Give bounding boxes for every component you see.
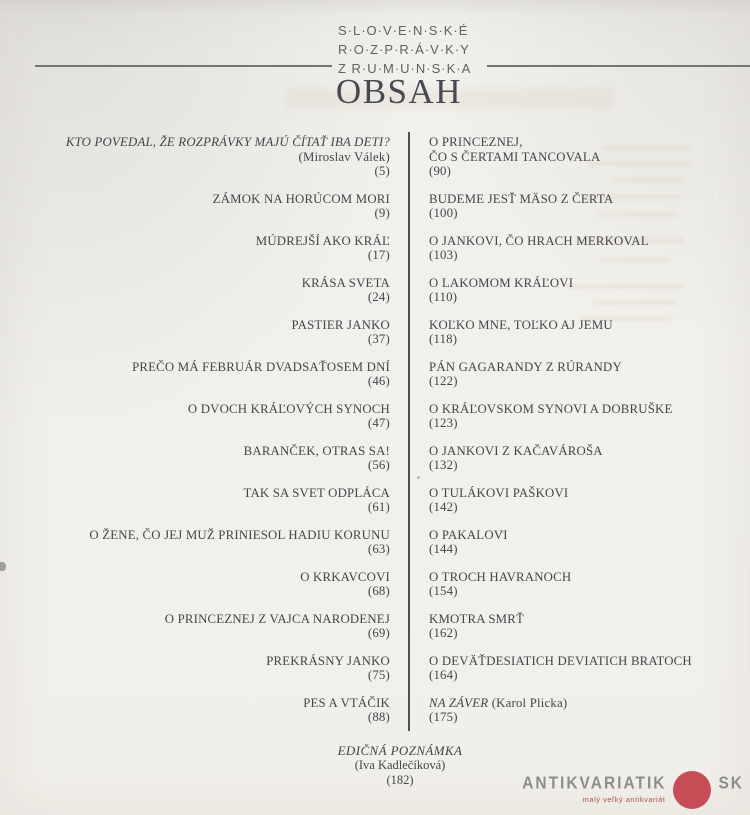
- toc-entry-title: [429, 696, 716, 711]
- toc-entry-author: (Karol Plicka): [488, 695, 568, 710]
- toc-cell-right: [429, 318, 716, 347]
- toc-entry-title: O LAKOMOM KRÁĽOVI: [429, 275, 574, 290]
- toc-cell-right: [429, 486, 716, 515]
- toc-entry-title: O PRINCEZNEJ Z VAJCA NARODENEJ: [164, 611, 390, 626]
- toc-cell-right: [429, 654, 716, 683]
- scan-speck: [500, 531, 504, 533]
- toc-entry-title: KRÁSA SVETA: [301, 275, 390, 290]
- toc-cell-left: [40, 402, 390, 431]
- antikvariatik-logo: [522, 771, 744, 809]
- toc-entry-title: BUDEME JESŤ MÄSO Z ČERTA: [429, 191, 614, 206]
- edition-note-title: EDIČNÁ POZNÁMKA: [337, 743, 463, 758]
- toc-cell-left: [40, 192, 390, 221]
- toc-entry-title: MÚDREJŠÍ AKO KRÁĽ: [255, 233, 390, 248]
- toc-row: [40, 696, 716, 725]
- toc-entry-title: O DEVÄŤDESIATICH DEVIATICH BRATOCH: [429, 653, 692, 668]
- toc-row: [40, 360, 716, 389]
- toc-cell-left: [40, 570, 390, 599]
- logo-text-column: [522, 771, 666, 804]
- toc-entry-page: (5): [374, 164, 390, 178]
- toc-entry-page: (132): [429, 458, 458, 472]
- scan-speck: [0, 562, 6, 571]
- toc-cell-right: [429, 570, 716, 599]
- toc-entry-title: KTO POVEDAL, ŽE ROZPRÁVKY MAJÚ ČÍTAŤ IBA DETI?: [65, 135, 390, 149]
- toc-row: [40, 135, 716, 179]
- toc-entry-page: (103): [429, 248, 458, 262]
- toc-entry-page: (68): [367, 584, 390, 598]
- toc-row: [40, 444, 716, 473]
- toc-entry-title: O TULÁKOVI PAŠKOVI: [429, 485, 569, 500]
- toc-entry-title: O JANKOVI, ČO HRACH MERKOVAL: [429, 233, 649, 248]
- toc-cell-left: [40, 360, 390, 389]
- toc-entry-title: PES A VTÁČIK: [303, 695, 390, 710]
- toc-entry-page: (9): [374, 206, 390, 220]
- logo-suffix: SK: [718, 774, 744, 794]
- toc-cell-left: [40, 612, 390, 641]
- toc-row: [40, 570, 716, 599]
- header-rule-right: [487, 65, 750, 67]
- toc-cell-left: [40, 135, 390, 179]
- toc-entry-title: O KRÁĽOVSKOM SYNOVI A DOBRUŠKE: [429, 401, 673, 416]
- toc-entry-title: PASTIER JANKO: [291, 317, 390, 332]
- toc-row: [40, 612, 716, 641]
- header-line-3: Z R·U·M·U·N·S·K·A: [338, 61, 472, 76]
- toc-entry-page: (75): [367, 668, 390, 682]
- toc-entry-title: O TROCH HAVRANOCH: [429, 569, 572, 584]
- toc-entry-page: (162): [429, 626, 458, 640]
- toc-entry-title: ČO S ČERTAMI TANCOVALA: [429, 149, 601, 164]
- logo-brand-text: ANTIKVARIATIK: [522, 773, 667, 793]
- toc-row: [40, 234, 716, 263]
- toc-entry-title: O KRKAVCOVI: [300, 569, 390, 584]
- toc-entry-page: (175): [429, 710, 458, 724]
- toc-entry-page: (56): [367, 458, 390, 472]
- toc-row: [40, 654, 716, 683]
- toc-entry-title: KMOTRA SMRŤ: [429, 611, 524, 626]
- toc-cell-left: [40, 444, 390, 473]
- toc-entry-page: (122): [429, 374, 458, 388]
- toc-entry-title: O PRINCEZNEJ,: [429, 135, 523, 149]
- toc-cell-left: [40, 696, 390, 725]
- toc-cell-left: [40, 654, 390, 683]
- toc-entry-page: (110): [429, 290, 458, 304]
- toc-cell-right: [429, 402, 716, 431]
- toc-entry-author: (Miroslav Válek): [298, 149, 390, 164]
- toc-entry-page: (61): [367, 500, 390, 514]
- toc-entry-page: (90): [429, 164, 452, 178]
- toc-entry-page: (144): [429, 542, 458, 556]
- toc-entry-page: (17): [367, 248, 390, 262]
- toc-entry-title: O JANKOVI Z KAČAVÁROŠA: [429, 443, 603, 458]
- scan-speck: [417, 476, 420, 479]
- toc-cell-right: [429, 612, 716, 641]
- toc-entry-page: (142): [429, 500, 458, 514]
- toc-entry-title: BARANČEK, OTRAS SA!: [243, 443, 390, 458]
- toc-entry-title: O ŽENE, ČO JEJ MUŽ PRINIESOL HADIU KORUNU: [89, 527, 390, 542]
- toc-entry-page: (118): [429, 332, 458, 346]
- red-dot-icon: [673, 771, 711, 809]
- toc-entry-title: O DVOCH KRÁĽOVÝCH SYNOCH: [187, 401, 390, 416]
- toc-entry-title: PREKRÁSNY JANKO: [266, 653, 390, 668]
- toc-entry-page: (24): [367, 290, 390, 304]
- header-rule-left: [35, 65, 332, 67]
- toc-entry-page: (63): [367, 542, 390, 556]
- toc-entry-page: (37): [367, 332, 390, 346]
- toc-entry-page: (123): [429, 416, 458, 430]
- column-divider: [408, 132, 410, 731]
- toc-row: [40, 402, 716, 431]
- toc-entry-title: O PAKALOVI: [429, 527, 508, 542]
- toc-cell-right: [429, 234, 716, 263]
- toc-entry-title: PREČO MÁ FEBRUÁR DVADSAŤOSEM DNÍ: [132, 359, 390, 374]
- toc-entry-page: (154): [429, 584, 458, 598]
- toc-row: [40, 486, 716, 515]
- toc-cell-left: [40, 528, 390, 557]
- book-series-header: [338, 21, 471, 78]
- header-line-2: R·O·Z·P·R·Á·V·K·Y: [338, 42, 470, 57]
- toc-row: [40, 528, 716, 557]
- toc-cell-right: [429, 276, 716, 305]
- toc-entry-page: (46): [367, 374, 390, 388]
- toc-cell-left: [40, 486, 390, 515]
- toc-entry-title: TAK SA SVET ODPLÁCA: [243, 485, 390, 500]
- toc-cell-right: [429, 528, 716, 557]
- logo-tagline: malý veľký antikvariát: [582, 795, 666, 804]
- toc-cell-right: [429, 696, 716, 725]
- toc-cell-right: [429, 360, 716, 389]
- toc-cell-left: [40, 276, 390, 305]
- page-title: OBSAH: [335, 72, 463, 111]
- toc-cell-right: [429, 192, 716, 221]
- toc-cell-left: [40, 234, 390, 263]
- toc: [40, 135, 716, 738]
- edition-note-page: (182): [386, 773, 414, 787]
- toc-cell-right: [429, 135, 716, 179]
- edition-note-author: (Iva Kadlečíková): [354, 758, 446, 772]
- toc-row: [40, 276, 716, 305]
- toc-row: [40, 318, 716, 347]
- toc-entry-page: (69): [367, 626, 390, 640]
- toc-rows: [40, 135, 716, 725]
- toc-entry-title-italic: NA ZÁVER: [429, 695, 489, 710]
- toc-cell-left: [40, 318, 390, 347]
- toc-cell-right: [429, 444, 716, 473]
- toc-entry-title: PÁN GAGARANDY Z RÚRANDY: [429, 359, 622, 374]
- toc-entry-page: (47): [367, 416, 390, 430]
- toc-entry-page: (100): [429, 206, 458, 220]
- toc-entry-title: ZÁMOK NA HORÚCOM MORI: [212, 191, 390, 206]
- header-line-1: S·L·O·V·E·N·S·K·É: [338, 23, 469, 38]
- toc-row: [40, 192, 716, 221]
- toc-entry-page: (88): [367, 710, 390, 724]
- toc-entry-page: (164): [429, 668, 458, 682]
- toc-entry-title: KOĽKO MNE, TOĽKO AJ JEMU: [429, 317, 613, 332]
